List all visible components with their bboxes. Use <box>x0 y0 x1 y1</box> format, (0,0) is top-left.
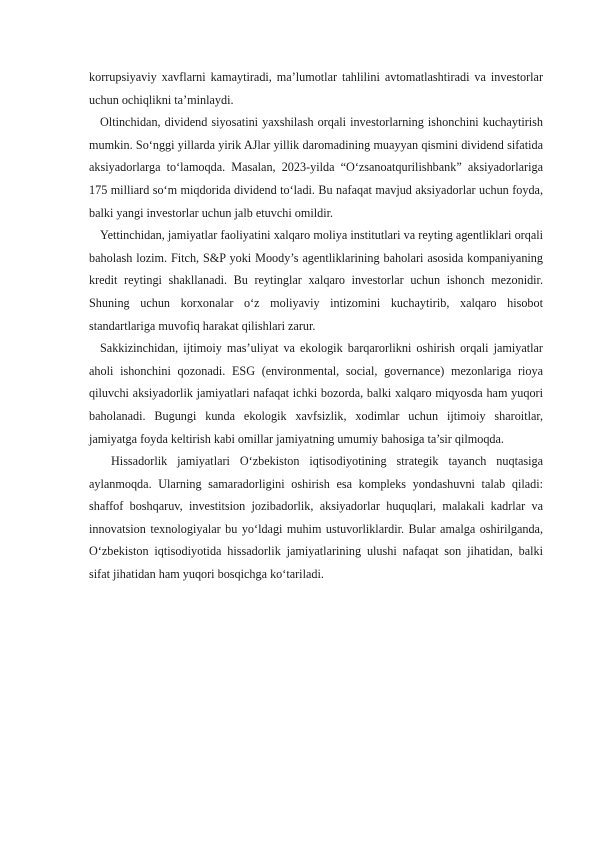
paragraph-continuation: korrupsiyaviy xavflarni kamaytiradi, ma’lumotlar tahlilini avtomatlashtiradi va investorlar uchun ochiqlikni ta’minlaydi. <box>89 70 543 107</box>
paragraph-conclusion: Hissadorlik jamiyatlari O‘zbekiston iqtisodiyotining strategik tayanch nuqtasiga aylanmoqda. Ularning samaradorligini oshirish esa kompleks yondashuvni talab qiladi: shaffof boshqaruv, investitsion jozibadorlik, aksiyadorlar huquqlari, malakali kadrlar va innovatsion texnologiyalar bu yo‘ldagi muhim ustuvorliklardir. Bular amalga oshirilganda, O‘zbekiston iqtisodiyotida hissadorlik jamiyatlarining ulushi nafaqat son jihatidan, balki sifat jihatidan ham yuqori bosqichga ko‘tariladi. <box>89 454 543 582</box>
paragraph-ratings: Yettinchidan, jamiyatlar faoliyatini xalqaro moliya institutlari va reyting agentliklari orqali baholash lozim. Fitch, S&P yoki Moody’s agentliklarining baholari asosida kompaniyaning kredit reytingi shakllanadi. Bu reytinglar xalqaro investorlar uchun ishonch mezonidir. Shuning uchun korxonalar o‘z moliyaviy intizomini kuchaytirib, xalqaro hisobot standartlariga muvofiq harakat qilishlari zarur. <box>89 228 543 333</box>
paragraph-dividend-policy: Oltinchidan, dividend siyosatini yaxshilash orqali investorlarning ishonchini kuchaytirish mumkin. So‘nggi yillarda yirik AJlar yillik daromadining muayyan qismini dividend sifatida aksiyadorlarga to‘lamoqda. Masalan, 2023-yilda “O‘zsanoatqurilishbank” aksiyadorlariga 175 milliard so‘m miqdorida dividend to‘ladi. Bu nafaqat mavjud aksiyadorlar uchun foyda, balki yangi investorlar uchun jalb etuvchi omildir. <box>89 115 543 220</box>
paragraph-esg: Sakkizinchidan, ijtimoiy mas’uliyat va ekologik barqarorlikni oshirish orqali jamiyatlar aholi ishonchini qozonadi. ESG (environmental, social, governance) mezonlariga rioya qiluvchi aksiyadorlik jamiyatlari nafaqat ichki bozorda, balki xalqaro miqyosda ham yuqori baholanadi. Bugungi kunda ekologik xavfsizlik, xodimlar uchun ijtimoiy sharoitlar, jamiyatga foyda keltirish kabi omillar jamiyatning umumiy bahosiga ta’sir qilmoqda. <box>89 341 543 446</box>
document-body <box>89 66 543 586</box>
